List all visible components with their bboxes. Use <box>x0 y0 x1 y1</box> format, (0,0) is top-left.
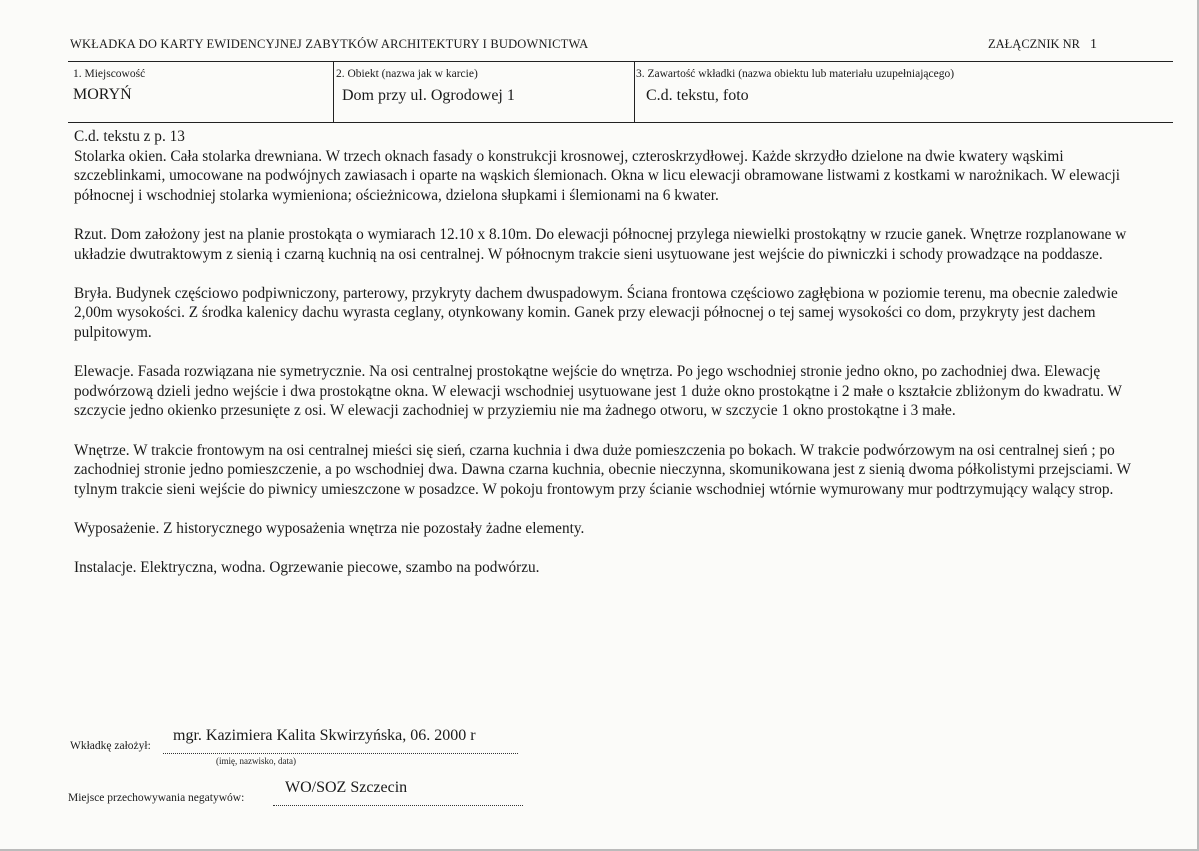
header-rule-bottom <box>68 122 1173 123</box>
annex-number: 1 <box>1090 37 1098 52</box>
paragraph-windows: Stolarka okien. Cała stolarka drewniana. W trzech oknach fasady o konstrukcji krosnowej, czteroskrzydłowej. Każde skrzydło dzielone na dwie kwatery wąskimi szczeblinkami, umocowane na podwójnych zawiasach i oparte na wąskich ślemionach. Okna w licu elewacji obramowane listwami z kostkami w narożnikach. W elewacji północnej i wschodniej stolarka wymieniona; ościeżnicowa, dzielona słupkami i ślemionami na 6 kwater. <box>74 147 1121 204</box>
author-value: mgr. Kazimiera Kalita Skwirzyńska, 06. 2000 r <box>173 727 476 744</box>
field-divider-2 <box>634 61 635 122</box>
annex-label <box>988 37 1097 53</box>
continued-note: C.d. tekstu z p. 13 <box>74 128 185 145</box>
author-hint: (imię, nazwisko, data) <box>216 756 296 766</box>
content-value: C.d. tekstu, foto <box>646 87 749 104</box>
storage-label: Miejsce przechowywania negatywów: <box>68 792 245 804</box>
storage-dotted-line <box>273 804 523 806</box>
field-divider-1 <box>333 61 334 122</box>
place-label: 1. Miejscowość <box>73 68 146 80</box>
content-label: 3. Zawartość wkładki (nazwa obiektu lub materiału uzupełniającego) <box>636 68 955 80</box>
author-label: Wkładkę założył: <box>70 740 151 752</box>
header-rule-top <box>68 61 1173 62</box>
paragraph-elevations: Elewacje. Fasada rozwiązana nie symetrycznie. Na osi centralnej prostokątne wejście do wnętrza. Po jego wschodniej stronie jedno okno, po zachodniej dwa. Elewację podwórzową dzieli jedno wejście i dwa prostokątne okna. W elewacji wschodniej usytuowane jest 1 duże okno prostokątne i 2 małe o kształcie zbliżonym do kwadratu. W szczycie jedno okienko przesunięte z osi. W elewacji zachodniej w przyziemiu nie ma żadnego otworu, w szczycie 1 okno prostokątne i 3 małe. <box>74 363 1122 420</box>
paragraph-furnishings: Wyposażenie. Z historycznego wyposażenia wnętrza nie pozostały żadne elementy. <box>74 519 585 537</box>
paragraph-plan: Rzut. Dom założony jest na planie prostokąta o wymiarach 12.10 x 8.10m. Do elewacji północnej przylega niewielki prostokątny w rzucie ganek. Wnętrze rozplanowane w układzie dwutraktowym z sienią i czarną kuchnią na osi centralnej. W północnym trakcie sieni usytuowane jest wejście do piwniczki i schody prowadzące na poddasze. <box>74 225 1127 263</box>
paragraph-interior: Wnętrze. W trakcie frontowym na osi centralnej mieści się sień, czarna kuchnia i dwa duże pomieszczenia po bokach. W trakcie podwórzowym na osi centralnej sień ; po zachodniej stronie jedno pomieszczenie, a po wschodniej dwa. Dawna czarna kuchnia, obecnie nieczynna, skomunikowana jest z sienią dwoma półkolistymi przejsciami. W tylnym trakcie sieni wejście do piwnicy umieszczone w posadzce. W pokoju frontowym przy ścianie wschodniej wtórnie wymurowany mur podtrzymujący walący strop. <box>74 441 1131 498</box>
author-dotted-line <box>163 752 518 754</box>
storage-value: WO/SOZ Szczecin <box>285 779 408 796</box>
document-title: WKŁADKA DO KARTY EWIDENCYJNEJ ZABYTKÓW ARCHITEKTURY I BUDOWNICTWA <box>70 37 589 51</box>
paragraph-massing: Bryła. Budynek częściowo podpiwniczony, parterowy, przykryty dachem dwuspadowym. Ściana frontowa częściowo zagłębiona w poziomie terenu, ma obecnie zaledwie 2,00m wysokości. Z środka kalenicy dachu wyrasta ceglany, otynkowany komin. Ganek przy elewacji północnej o tej samej wysokości co dom, przykryty jest dachem pulpitowym. <box>74 284 1118 341</box>
place-value: MORYŃ <box>73 86 132 103</box>
paragraph-installations: Instalacje. Elektryczna, wodna. Ogrzewanie piecowe, szambo na podwórzu. <box>74 559 540 577</box>
object-label: 2. Obiekt (nazwa jak w karcie) <box>336 68 478 80</box>
object-value: Dom przy ul. Ogrodowej 1 <box>342 87 515 104</box>
annex-label-text: ZAŁĄCZNIK NR <box>988 37 1081 51</box>
body-text <box>74 127 1134 597</box>
